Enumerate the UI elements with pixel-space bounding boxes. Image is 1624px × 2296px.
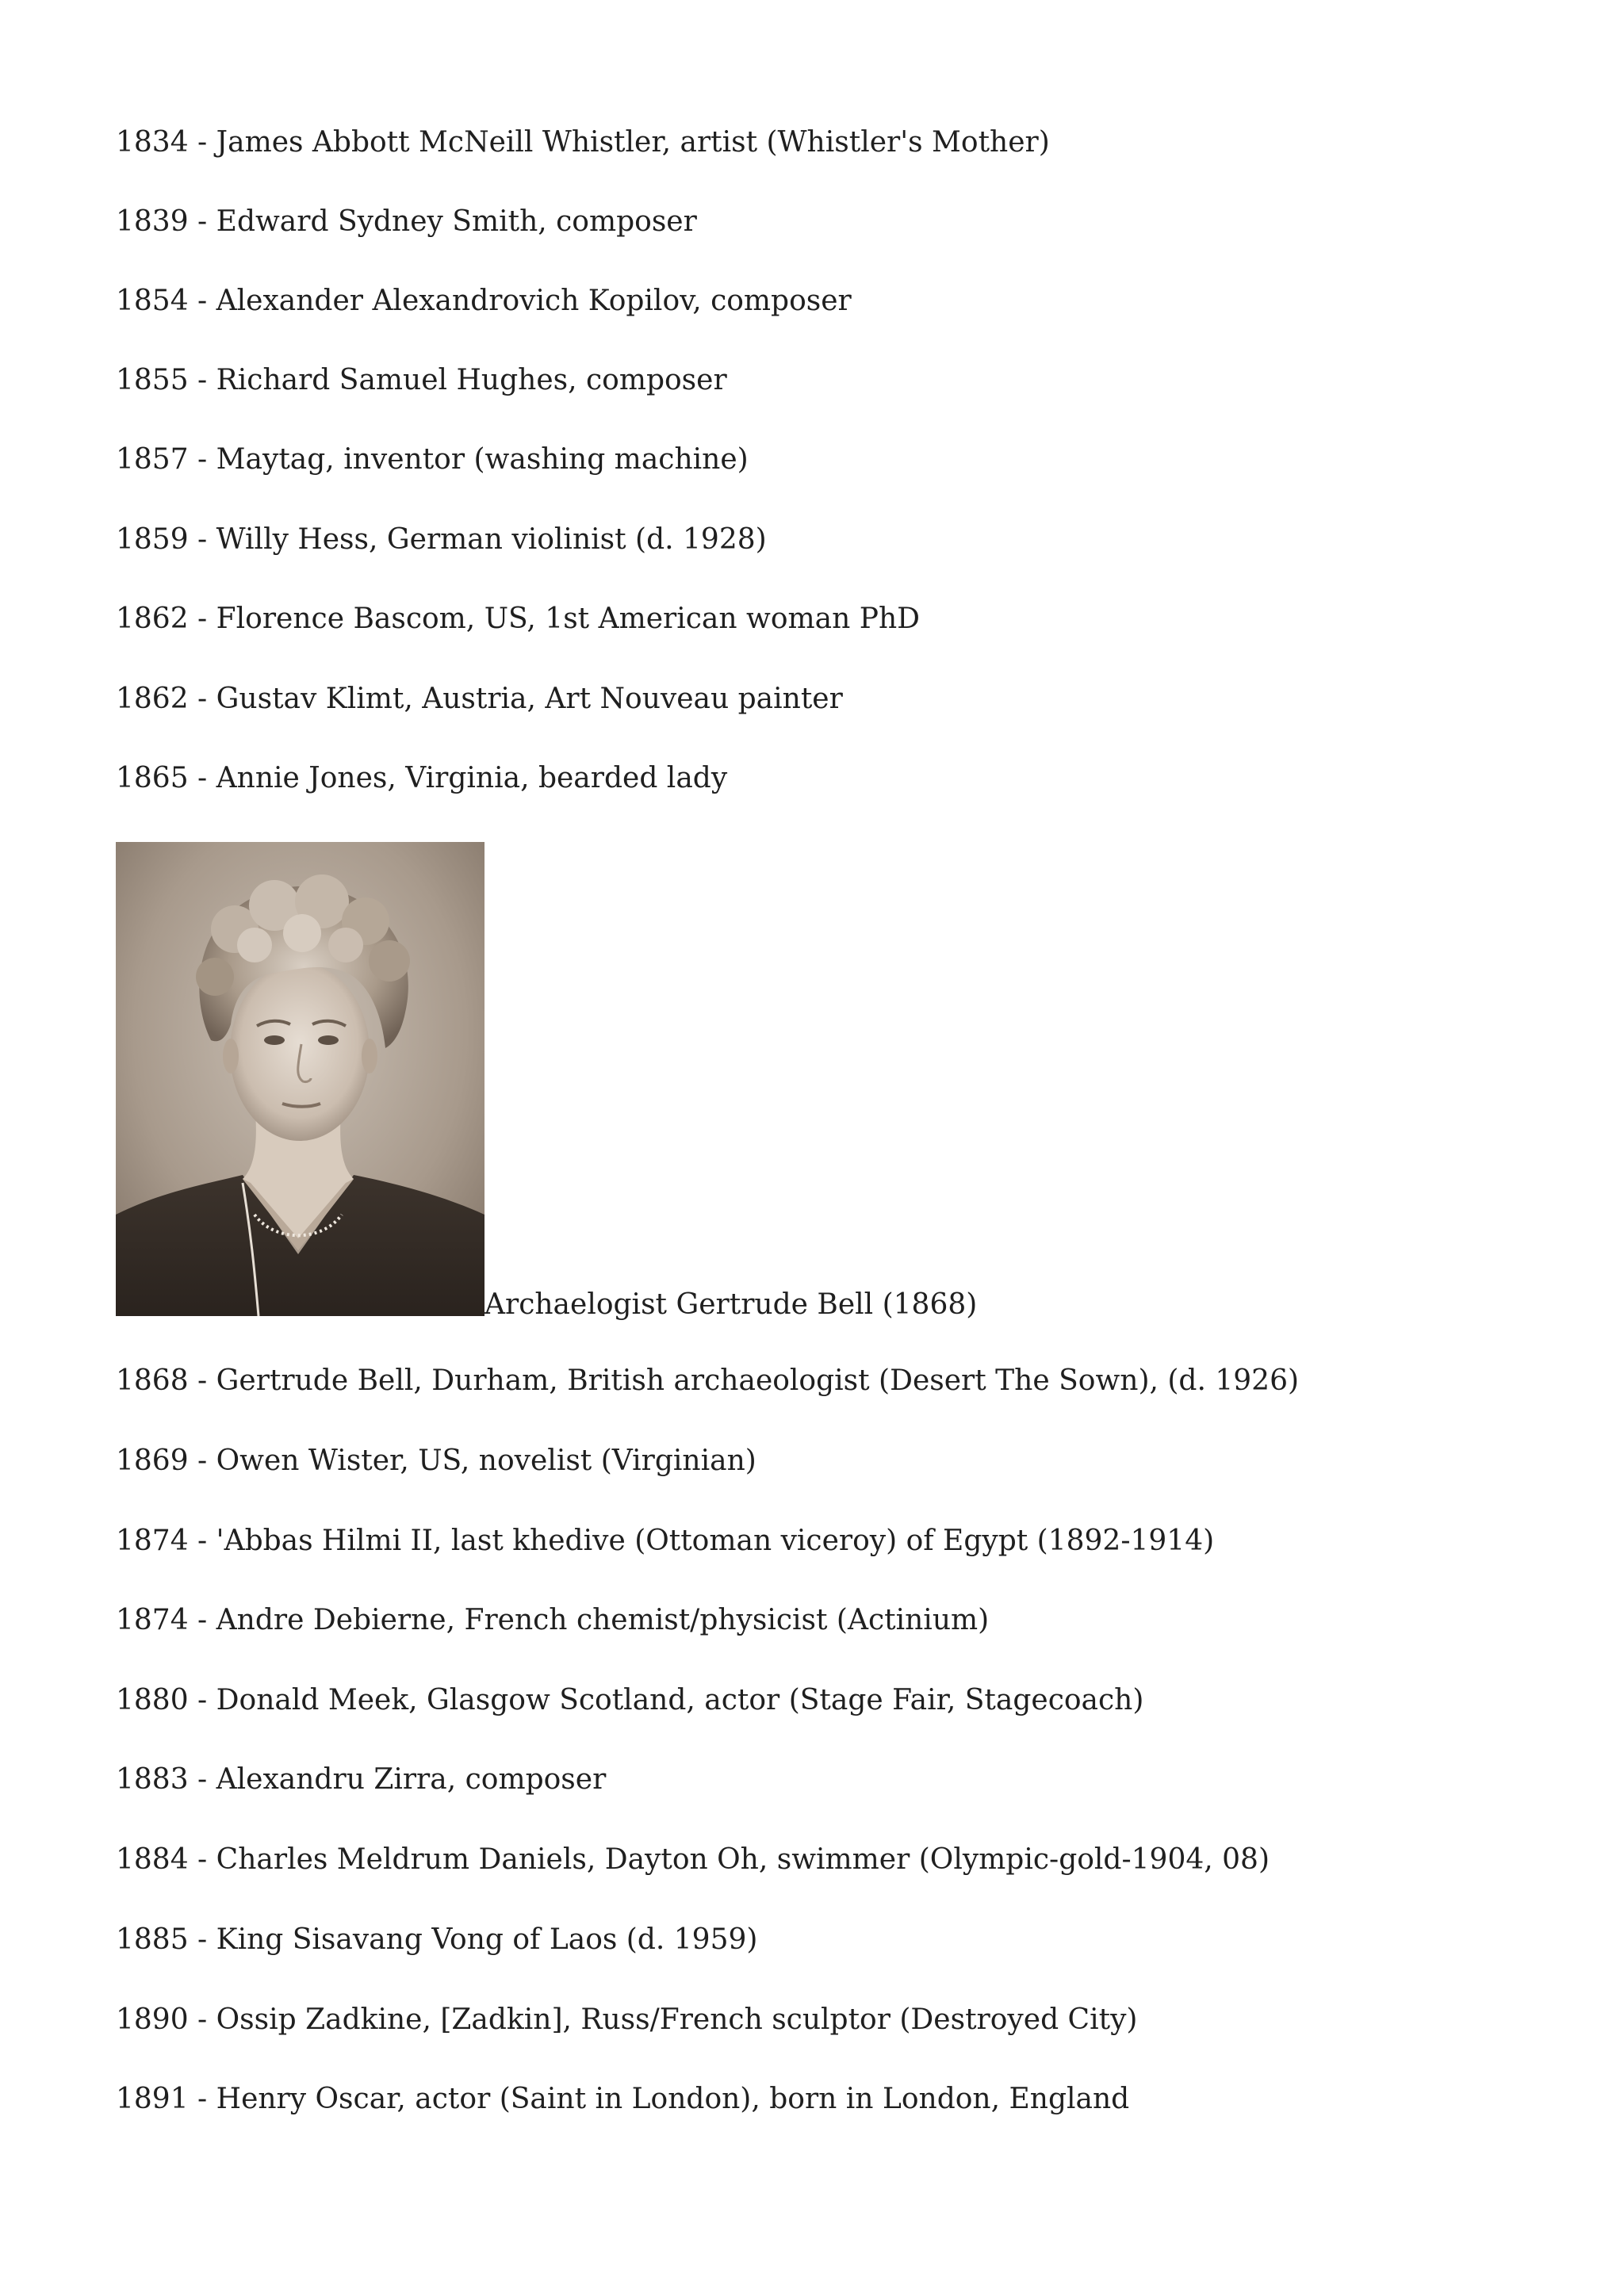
- birth-entry: 1890 - Ossip Zadkine, [Zadkin], Russ/French sculptor (Destroyed City): [116, 2003, 1138, 2036]
- birth-entry: 1869 - Owen Wister, US, novelist (Virginian): [116, 1445, 756, 1477]
- birth-entry: 1862 - Florence Bascom, US, 1st American woman PhD: [116, 603, 920, 635]
- birth-entry: 1868 - Gertrude Bell, Durham, British archaeologist (Desert The Sown), (d. 1926): [116, 1364, 1300, 1397]
- portrait-photo: [116, 842, 485, 1316]
- birth-entry: 1874 - 'Abbas Hilmi II, last khedive (Ottoman viceroy) of Egypt (1892-1914): [116, 1525, 1215, 1557]
- birth-entry: 1883 - Alexandru Zirra, composer: [116, 1763, 607, 1796]
- birth-entry: 1855 - Richard Samuel Hughes, composer: [116, 364, 727, 396]
- birth-entry: 1885 - King Sisavang Vong of Laos (d. 1959): [116, 1923, 758, 1956]
- birth-entry: 1865 - Annie Jones, Virginia, bearded lady: [116, 762, 728, 794]
- birth-entry: 1880 - Donald Meek, Glasgow Scotland, actor (Stage Fair, Stagecoach): [116, 1684, 1144, 1716]
- birth-entry: 1862 - Gustav Klimt, Austria, Art Nouveau painter: [116, 683, 843, 715]
- birth-entry: 1884 - Charles Meldrum Daniels, Dayton Oh, swimmer (Olympic-gold-1904, 08): [116, 1843, 1270, 1876]
- birth-entry: 1839 - Edward Sydney Smith, composer: [116, 205, 697, 238]
- birth-entry: 1834 - James Abbott McNeill Whistler, artist (Whistler's Mother): [116, 126, 1050, 159]
- birth-entry: 1874 - Andre Debierne, French chemist/physicist (Actinium): [116, 1604, 990, 1636]
- birth-entry: 1854 - Alexander Alexandrovich Kopilov, composer: [116, 285, 852, 317]
- birth-entry: 1857 - Maytag, inventor (washing machine): [116, 443, 749, 476]
- birth-entry: 1891 - Henry Oscar, actor (Saint in London), born in London, England: [116, 2083, 1130, 2115]
- photo-caption: Archaelogist Gertrude Bell (1868): [485, 1288, 978, 1321]
- birth-entry: 1859 - Willy Hess, German violinist (d. 1928): [116, 523, 767, 556]
